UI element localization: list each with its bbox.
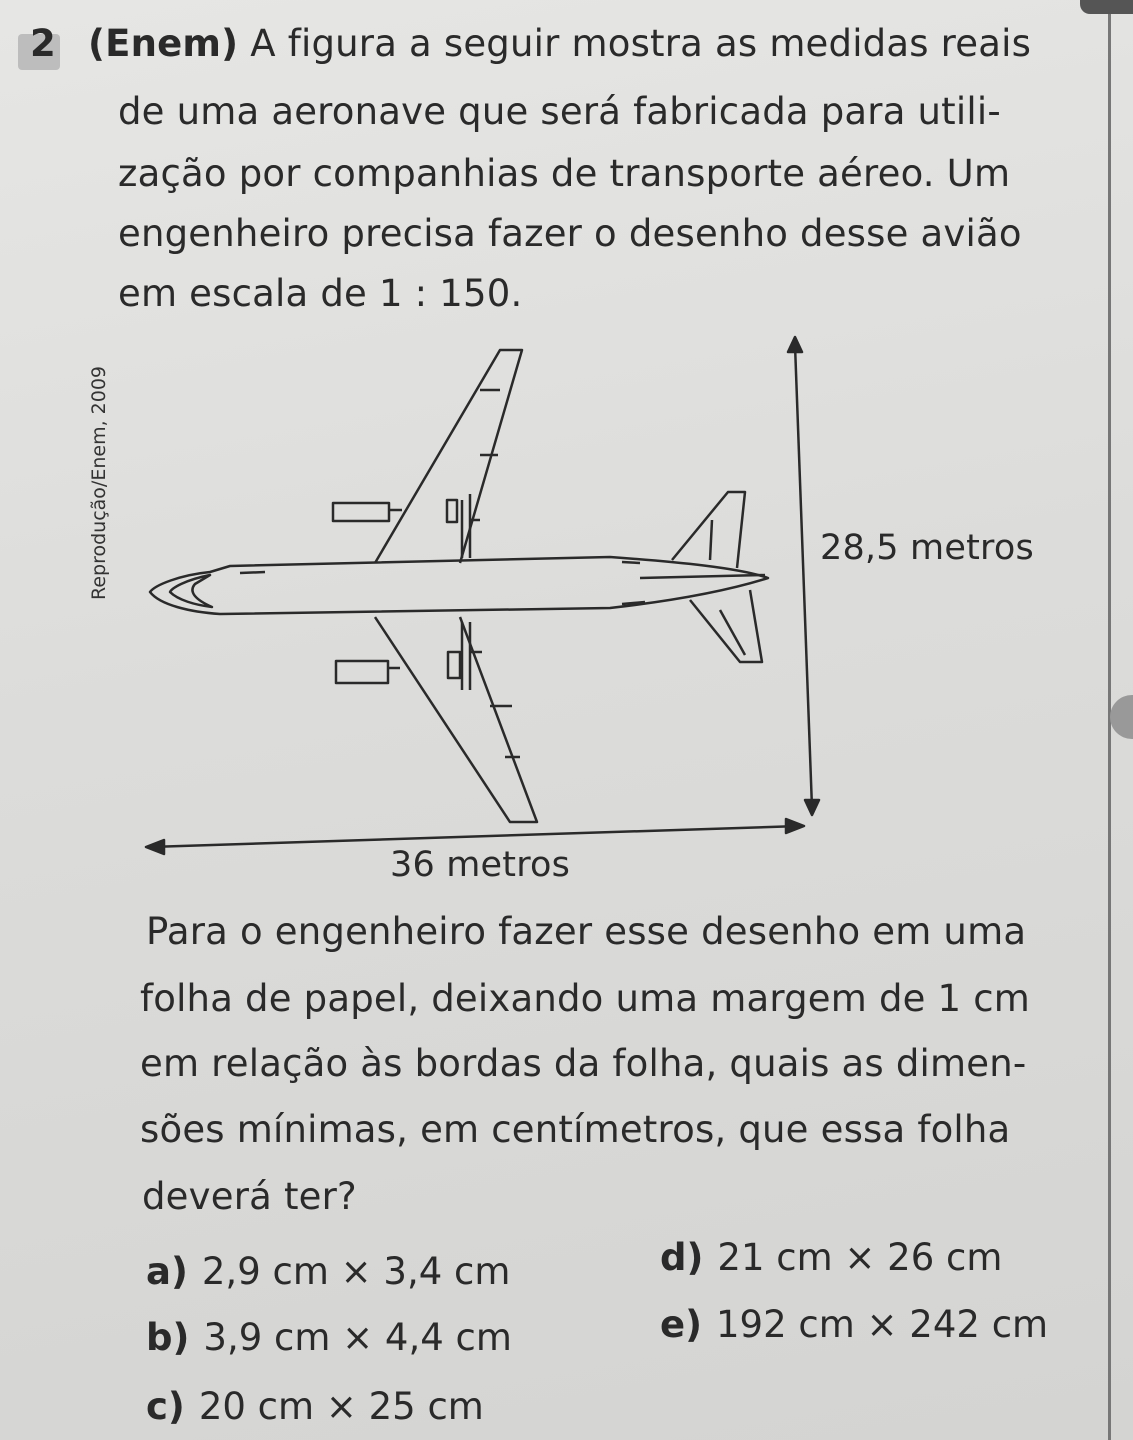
upper-engine	[333, 503, 389, 521]
option-d[interactable]: d) 21 cm × 26 cm	[660, 1236, 1003, 1279]
option-c[interactable]: c) 20 cm × 25 cm	[146, 1385, 484, 1428]
stem-line-4: engenheiro precisa fazer o desenho desse avião	[118, 212, 1022, 255]
height-arrow	[795, 345, 812, 808]
length-label: 36 metros	[390, 845, 571, 885]
followup-line-4: sões mínimas, em centímetros, que essa folha	[140, 1108, 1011, 1151]
stem-line-2: de uma aeronave que será fabricada para utili-	[118, 90, 1001, 133]
length-arrow-right	[786, 819, 804, 833]
height-arrow-top	[788, 337, 802, 352]
followup-line-3: em relação às bordas da folha, quais as dimen-	[140, 1042, 1027, 1085]
question-number: 2	[30, 22, 56, 65]
followup-line-5: deverá ter?	[142, 1175, 357, 1218]
upper-stabilizer	[672, 492, 745, 568]
question-source: (Enem)	[88, 22, 239, 65]
upper-wing	[375, 350, 522, 563]
corner-mark	[1080, 0, 1133, 14]
stem-line-5: em escala de 1 : 150.	[118, 272, 523, 315]
stem-line-3: zação por companhias de transporte aéreo. Um	[118, 152, 1011, 195]
lower-engine	[336, 661, 388, 683]
length-arrow	[150, 826, 800, 847]
image-credit: Reprodução/Enem, 2009	[88, 365, 110, 600]
lower-wing	[375, 617, 537, 822]
height-label: 28,5 metros	[820, 528, 1034, 568]
stem-line-1: (Enem) A figura a seguir mostra as medidas reais	[88, 22, 1032, 65]
followup-line-1: Para o engenheiro fazer esse desenho em uma	[146, 910, 1027, 953]
fuselage	[150, 557, 768, 614]
length-arrow-left	[146, 840, 164, 854]
followup-line-2: folha de papel, deixando uma margem de 1 cm	[140, 977, 1031, 1020]
height-arrow-bottom	[805, 800, 819, 815]
option-b[interactable]: b) 3,9 cm × 4,4 cm	[146, 1316, 512, 1359]
option-e[interactable]: e) 192 cm × 242 cm	[660, 1303, 1049, 1346]
lower-stabilizer	[690, 590, 762, 662]
option-a[interactable]: a) 2,9 cm × 3,4 cm	[146, 1250, 511, 1293]
